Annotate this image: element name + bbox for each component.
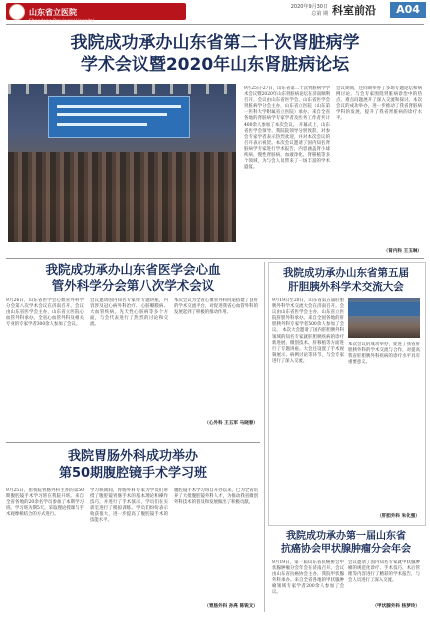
- article5-body-col1: 9月19日，第一届山东省抗癌协会甲状腺肿瘤分会年会在济南召开。会议由山东省抗癌协会主办，我院甲状腺外科承办。来自全省各地的甲状腺肿瘤领域专家学者200余人参加了会议。: [272, 560, 344, 596]
- article5-byline: （甲状腺外科 杨梦玲）: [372, 604, 420, 609]
- section-rule: [6, 258, 424, 259]
- article2-byline: （心外科 王五军 马晓春）: [204, 421, 258, 426]
- article2-headline: 我院成功承办山东省医学会心血 管外科学分会第八次学术会议: [45, 262, 221, 293]
- article1-body-col2: 会议期间，还同期举办了多场专题论坛和病例讨论，与会专家围绕肾脏病诊治中的热点、难点问题展开了深入交流和探讨。本次会议的成功举办，进一步推动了我省肾脏病学科的发展，提升了我省肾脏病的诊疗水平。: [336, 86, 422, 122]
- article3-photo: [348, 298, 420, 338]
- article3-headline: 我院成功承办山东省第五届 肝胆胰外科学术交流大会: [283, 267, 409, 293]
- page-header: [0, 0, 430, 24]
- article2-body-col1: 9月26日，山东省医学会心血管外科学分会第八次学术会议在济南召开。会议由山东省医学会主办，山东省立医院心血管外科承办。全省心血管外科及相关专业的专家学者300余人参加了会议。: [6, 298, 84, 328]
- hospital-seal-icon: [9, 4, 25, 20]
- logo-subtitle: Shandong Provincial Hospital: [29, 18, 95, 24]
- article1-headline: 我院成功承办山东省第二十次肾脏病学 学术会议暨2020年山东肾脏病论坛: [70, 33, 360, 75]
- article2-body-col2: 会议邀请国内知名专家作专题讲座，内容涉及冠心病外科治疗、心脏瓣膜病、大血管疾病、先天性心脏病等多个方面，与会代表进行了热烈的讨论和交流。: [90, 298, 168, 328]
- stage-screen: [48, 96, 190, 138]
- article1-byline: （肾内科 王玉琳）: [383, 249, 422, 254]
- column-divider: [264, 262, 265, 612]
- article4-rule: [6, 442, 260, 443]
- article1-body-col1: 9月25日-27日，山东省第二十次肾脏病学学术会议暨2020年山东肾脏病论坛在济南顺利召开。会议由山东省医学会、山东省医学会肾脏病学分会主办，山东省立医院（山东第一医科大学附属省立医院）承办。来自全省各地的肾脏病学专家学者及医务工作者共计400余人参加了本次会议。 开幕式上，山东省医学会领导、我院院领导分别致辞，对参会专家学者表示热烈欢迎，并对本次会议的召开表示祝贺。本次会议邀请了国内知名肾脏病学专家进行学术报告，内容涵盖肾小球疾病、慢性肾脏病、血液净化、肾移植等多个领域，为与会人员带来了一场丰富的学术盛宴。: [244, 86, 330, 171]
- article4-body-col2: 学习班期间，胃肠外科专家为学员们讲授了腹腔镜胃肠手术的基本理论和操作技巧，并进行了手术演示，学员们在实训室进行了模拟训练。学员们纷纷表示收获很大，进一步提高了腹腔镜手术的技能水平。: [90, 488, 168, 524]
- section-name: 科室前沿: [332, 4, 376, 17]
- header-rule: [6, 24, 424, 25]
- audience: [8, 152, 236, 242]
- article3-body-col2: 本次会议的成功举办，促进了我省肝胆胰外科的学术交流与合作，对提高我省肝胆胰外科疾病的诊疗水平具有重要意义。: [348, 342, 420, 366]
- page-number: A04: [390, 2, 426, 18]
- article5-headline: 我院成功承办第一届山东省 抗癌协会甲状腺肿瘤分会年会: [281, 531, 411, 555]
- article4-headline: 我院胃肠外科成功举办 第50期腹腔镜手术学习班: [58, 449, 208, 481]
- article3-byline: （肝胆外科 朱化强）: [377, 514, 420, 519]
- article4-byline: （胃肠外科 孙亮 陈锐文）: [204, 604, 258, 609]
- article3-body-col1: 9月19日至20日，山东省第五届肝胆胰外科学术交流大会在济南召开。会议由山东省医学会主办，山东省立医院肝胆外科承办。来自全国各地的肝胆胰外科专家学者500余人参加了会议。 本次大会邀请了国内肝胆胰外科领域的知名专家就肝胆胰疾病的诊疗新进展、微创技术、肝移植等方面进行了专题讲座。大会还设置了手术视频展示、病例讨论等环节，与会专家进行了深入交流。: [272, 298, 344, 364]
- article4-body-col1: 9月25日，由我院胃肠外科主办的第50期腹腔镜手术学习班在我院开班。来自全省各地的20余名学员参加了本期学习班。学习班为期5天，采取理论授课与手术观摩相结合的方式进行。: [6, 488, 84, 518]
- logo-title: 山东省立医院: [29, 6, 77, 17]
- ceiling-lights: [8, 84, 236, 94]
- article4-body-col3: 腹腔镜手术学习班自开办以来，已为全省培养了大批腹腔镜外科人才，为推动我省微创外科技术的普及和发展做出了积极贡献。: [174, 488, 258, 506]
- article2-body-col3: 本次会议为全省心血管外科同道搭建了良好的学术交流平台，对促进我省心血管外科的发展起到了积极的推动作用。: [174, 298, 258, 316]
- issue-date: 2020年9月30日 总第 期: [290, 4, 328, 17]
- article5-body-col2: 会议邀请了国内知名专家就甲状腺肿瘤的规范化诊疗、手术技巧、术后管理等内容进行了精彩的学术报告，与会人员进行了深入交流。: [348, 560, 420, 584]
- conference-photo: [8, 84, 236, 242]
- hospital-logo: [6, 3, 186, 24]
